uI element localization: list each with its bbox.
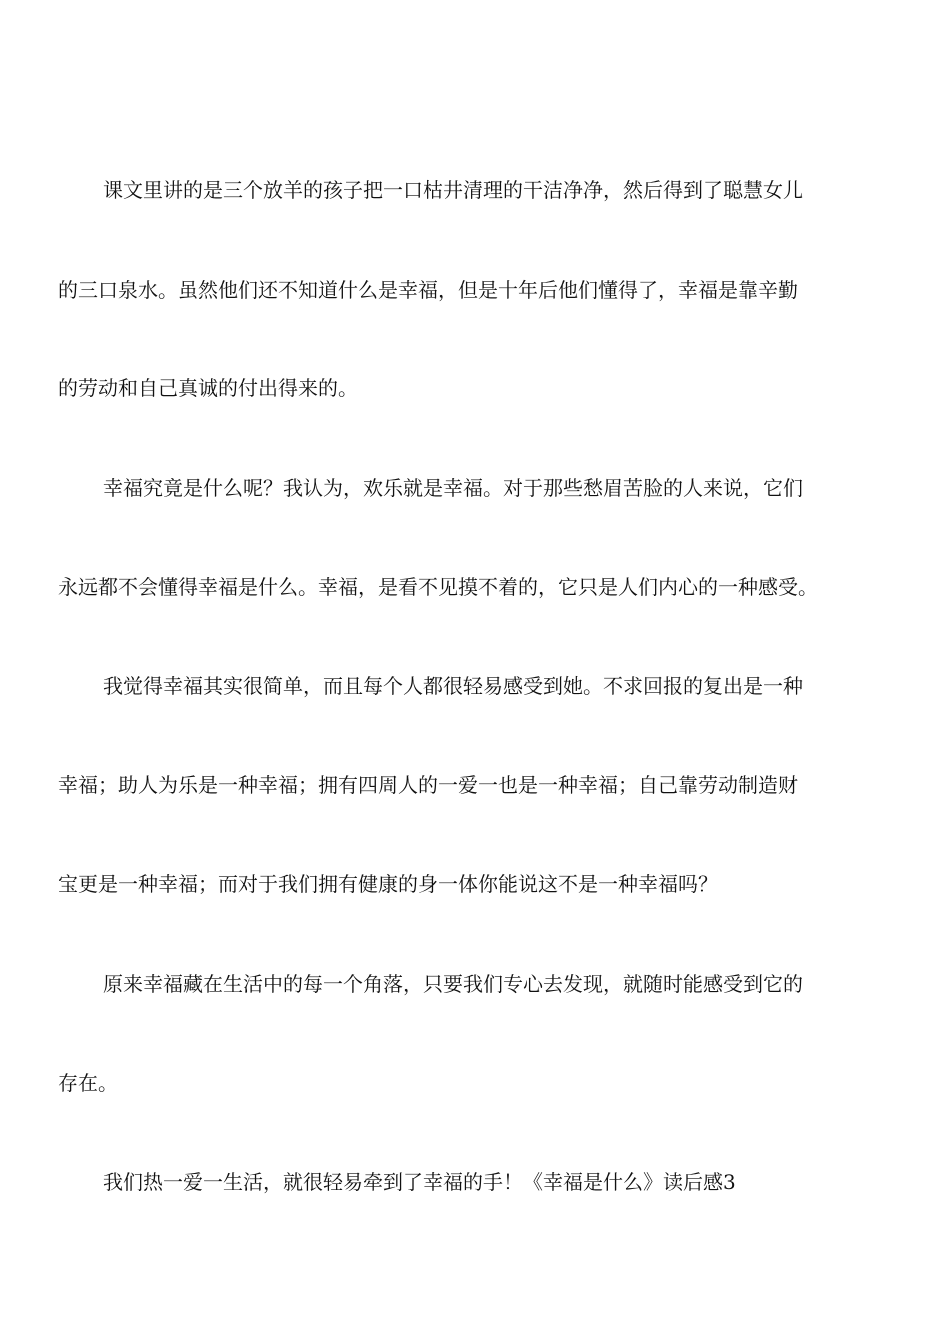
paragraph-3-line-3: 宝更是一种幸福；而对于我们拥有健康的身一体你能说这不是一种幸福吗？ [58, 872, 718, 896]
paragraph-4-line-1: 原来幸福藏在生活中的每一个角落，只要我们专心去发现，就随时能感受到它的 [103, 972, 803, 996]
paragraph-1-line-3: 的劳动和自己真诚的付出得来的。 [58, 376, 358, 400]
paragraph-1-line-1: 课文里讲的是三个放羊的孩子把一口枯井清理的干洁净净，然后得到了聪慧女儿 [103, 178, 803, 202]
paragraph-3-line-1: 我觉得幸福其实很简单，而且每个人都很轻易感受到她。不求回报的复出是一种 [103, 674, 803, 698]
paragraph-3-line-2: 幸福；助人为乐是一种幸福；拥有四周人的一爱一也是一种幸福；自己靠劳动制造财 [58, 773, 798, 797]
paragraph-2-line-1: 幸福究竟是什么呢？我认为，欢乐就是幸福。对于那些愁眉苦脸的人来说，它们 [103, 476, 803, 500]
paragraph-4-line-2: 存在。 [58, 1071, 118, 1095]
paragraph-1-line-2: 的三口泉水。虽然他们还不知道什么是幸福，但是十年后他们懂得了，幸福是靠辛勤 [58, 278, 798, 302]
paragraph-2-line-2: 永远都不会懂得幸福是什么。幸福，是看不见摸不着的，它只是人们内心的一种感受。 [58, 575, 818, 599]
paragraph-5-line-1: 我们热一爱一生活，就很轻易牵到了幸福的手！《幸福是什么》读后感3 [103, 1170, 736, 1194]
